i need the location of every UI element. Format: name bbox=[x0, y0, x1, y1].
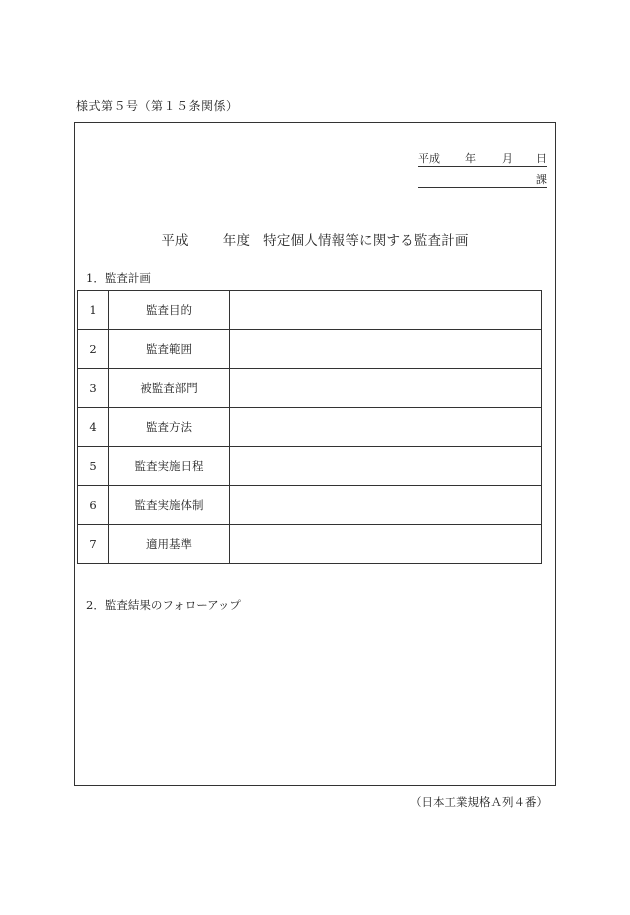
row-number: 6 bbox=[78, 486, 109, 525]
row-item-label: 監査方法 bbox=[109, 408, 230, 447]
row-item-label: 監査範囲 bbox=[109, 330, 230, 369]
row-item-label: 適用基準 bbox=[109, 525, 230, 564]
row-number: 4 bbox=[78, 408, 109, 447]
table-row bbox=[78, 525, 542, 564]
row-item-label: 被監査部門 bbox=[109, 369, 230, 408]
date-year-label: 年 bbox=[465, 152, 476, 165]
paper-size-note: （日本工業規格Ａ列４番） bbox=[410, 795, 548, 809]
date-day-label: 日 bbox=[536, 152, 547, 165]
form-number: 様式第５号（第１５条関係） bbox=[76, 99, 239, 113]
row-item-label: 監査目的 bbox=[109, 291, 230, 330]
department-field[interactable] bbox=[418, 171, 547, 188]
row-content-field[interactable] bbox=[230, 486, 542, 525]
row-content-field[interactable] bbox=[230, 447, 542, 486]
document-title bbox=[74, 229, 556, 249]
table-row bbox=[78, 408, 542, 447]
section1-heading: 1．監査計画 bbox=[86, 271, 151, 285]
department-label: 課 bbox=[536, 173, 547, 186]
title-text: 特定個人情報等に関する監査計画 bbox=[263, 233, 469, 249]
title-year: 年度 bbox=[222, 233, 251, 249]
table-row bbox=[78, 447, 542, 486]
title-era: 平成 bbox=[161, 233, 189, 249]
row-number: 7 bbox=[78, 525, 109, 564]
row-content-field[interactable] bbox=[230, 408, 542, 447]
row-content-field[interactable] bbox=[230, 525, 542, 564]
date-field[interactable] bbox=[418, 150, 547, 167]
row-number: 5 bbox=[78, 447, 109, 486]
section2-heading: 2．監査結果のフォローアップ bbox=[86, 598, 241, 612]
row-number: 3 bbox=[78, 369, 109, 408]
row-number: 1 bbox=[78, 291, 109, 330]
table-row bbox=[78, 330, 542, 369]
row-content-field[interactable] bbox=[230, 369, 542, 408]
date-month-label: 月 bbox=[502, 152, 513, 165]
table-row bbox=[78, 291, 542, 330]
date-era: 平成 bbox=[418, 152, 440, 165]
row-item-label: 監査実施日程 bbox=[109, 447, 230, 486]
table-row bbox=[78, 486, 542, 525]
row-content-field[interactable] bbox=[230, 291, 542, 330]
audit-plan-table bbox=[77, 290, 542, 564]
row-number: 2 bbox=[78, 330, 109, 369]
table-row bbox=[78, 369, 542, 408]
row-content-field[interactable] bbox=[230, 330, 542, 369]
row-item-label: 監査実施体制 bbox=[109, 486, 230, 525]
